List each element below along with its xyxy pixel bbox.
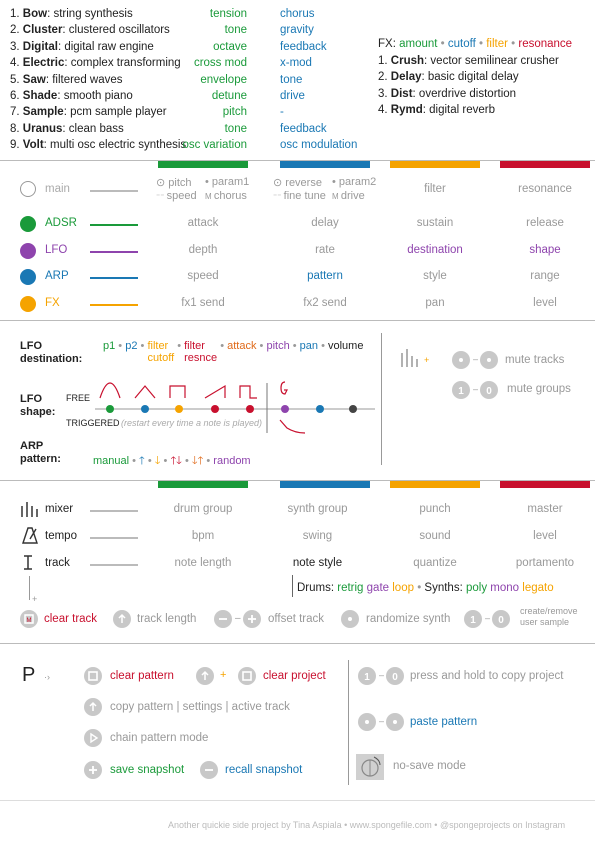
engine-param2: drive bbox=[280, 90, 305, 102]
engine-item: 2. Cluster: clustered oscillators bbox=[10, 24, 170, 37]
mixer-bars-icon bbox=[400, 347, 430, 369]
lfo-destinations: p1 • p2 • filter cutoff • filter resnce • attack • pitch • pan • volume bbox=[103, 340, 364, 364]
blue-color-bar bbox=[280, 161, 370, 168]
param-cell: resonance bbox=[518, 183, 572, 195]
mixer-cell: drum group bbox=[173, 503, 233, 515]
mixer-cell: master bbox=[527, 503, 563, 515]
mixer-icon bbox=[20, 500, 40, 518]
fx-filter: filter bbox=[486, 38, 508, 50]
param-cell: sustain bbox=[416, 217, 454, 229]
engine-item: 9. Volt: multi osc electric synthesis bbox=[10, 139, 187, 152]
arrow-down-icon: 🡓 bbox=[154, 455, 161, 467]
chain-pattern-label: chain pattern mode bbox=[110, 732, 209, 744]
fx-item: 3. Dist: overdrive distortion bbox=[378, 87, 517, 100]
g-wave-icon bbox=[281, 382, 287, 394]
row-button-2[interactable] bbox=[20, 243, 36, 259]
svg-text:1: 1 bbox=[470, 615, 476, 626]
sine-wave-icon bbox=[100, 383, 120, 398]
arrow-down-up-icon: 🡓🡑 bbox=[191, 455, 204, 467]
randomize-button[interactable] bbox=[341, 610, 359, 628]
param-cell: pan bbox=[425, 297, 445, 309]
param-cell: level bbox=[533, 297, 557, 309]
row-line bbox=[90, 251, 138, 253]
fx-item: 1. Crush: vector semilinear crusher bbox=[378, 55, 559, 67]
param-cell: range bbox=[530, 270, 560, 282]
engine-param2: gravity bbox=[280, 24, 314, 37]
square-wave-icon bbox=[170, 386, 185, 398]
engine-param1: tension bbox=[209, 8, 247, 20]
mute-groups-text: mute groups bbox=[507, 383, 571, 395]
mixer-cell: note style bbox=[292, 557, 343, 569]
no-save-knob-icon[interactable] bbox=[356, 754, 384, 780]
track-length-label: track length bbox=[137, 613, 197, 625]
clear-track-label: clear track bbox=[44, 613, 98, 625]
lfo-shape-label: LFO shape: bbox=[20, 393, 56, 418]
param-cell: rate bbox=[315, 244, 335, 256]
recall-snapshot-button[interactable] bbox=[200, 761, 218, 779]
row-label: ARP bbox=[45, 270, 69, 282]
clear-pattern-button[interactable] bbox=[84, 667, 102, 685]
param-cell: pattern bbox=[307, 270, 343, 282]
no-save-label: no-save mode bbox=[393, 760, 466, 772]
up-button[interactable] bbox=[196, 667, 214, 685]
mixer-cell: bpm bbox=[191, 530, 215, 542]
engine-param1: octave bbox=[213, 40, 247, 53]
engine-item: 1. Bow: string synthesis bbox=[10, 8, 133, 20]
metronome-icon bbox=[20, 525, 40, 545]
svg-text:1: 1 bbox=[458, 386, 464, 397]
track-cursor-icon bbox=[20, 554, 40, 572]
svg-text:0: 0 bbox=[498, 615, 504, 626]
paste-pattern-label: paste pattern bbox=[410, 716, 478, 728]
divider bbox=[0, 643, 595, 644]
param-cell: filter bbox=[424, 183, 446, 195]
engine-param2: tone bbox=[280, 73, 303, 86]
button-b[interactable] bbox=[386, 713, 404, 731]
clear-pattern-label: clear pattern bbox=[110, 670, 174, 682]
green-color-bar bbox=[158, 481, 248, 488]
saw-wave-icon bbox=[205, 386, 225, 398]
minus-button[interactable] bbox=[214, 610, 232, 628]
main-label: main bbox=[45, 183, 70, 195]
param-cell: destination bbox=[407, 244, 463, 256]
engine-param1: pitch bbox=[222, 106, 247, 119]
mixer-cell: synth group bbox=[287, 503, 348, 515]
knob-icon: ⊙ bbox=[273, 177, 286, 189]
engine-param1: tone bbox=[224, 24, 247, 37]
row-line bbox=[90, 277, 138, 279]
engine-param1: tone bbox=[224, 122, 247, 135]
randomize-synth-label: randomize synth bbox=[366, 613, 451, 625]
param-cell: style bbox=[423, 270, 447, 282]
press-hold-label: press and hold to copy project bbox=[410, 670, 564, 682]
triggered-label: TRIGGERED bbox=[66, 418, 120, 428]
pattern-p-label: P bbox=[22, 664, 36, 686]
copy-pattern-button[interactable] bbox=[84, 698, 102, 716]
param-cell: delay bbox=[311, 217, 339, 229]
mixer-row-line bbox=[90, 537, 138, 539]
dot-icon: • bbox=[332, 176, 339, 188]
row-line bbox=[90, 224, 138, 226]
mixer-row-line bbox=[90, 564, 138, 566]
fx-item: 4. Rymd: digital reverb bbox=[378, 104, 495, 117]
vertical-divider bbox=[348, 660, 349, 785]
save-snapshot-button[interactable] bbox=[84, 761, 102, 779]
button-0[interactable] bbox=[386, 667, 404, 685]
svg-text:M: M bbox=[26, 618, 32, 624]
row-label: FX bbox=[45, 297, 60, 309]
track-length-button[interactable] bbox=[113, 610, 131, 628]
engine-item: 3. Digital: digital raw engine bbox=[10, 40, 154, 53]
row-button-3[interactable] bbox=[20, 269, 36, 285]
arp-patterns: manual • 🡑 • 🡓 • 🡑🡓 • 🡓🡑 • random bbox=[93, 455, 251, 467]
param-cell: depth bbox=[188, 244, 218, 256]
param-cell: release bbox=[526, 217, 564, 229]
triangle-wave-icon bbox=[135, 386, 155, 398]
param-cell: fx1 send bbox=[181, 297, 225, 309]
arrow-up-down-icon: 🡑🡓 bbox=[170, 455, 182, 467]
note-style-bracket bbox=[292, 575, 293, 597]
button-a[interactable] bbox=[452, 351, 470, 369]
button-1[interactable] bbox=[358, 667, 376, 685]
clear-project-label: clear project bbox=[263, 670, 326, 682]
decay-wave-icon bbox=[280, 420, 305, 433]
mixer-cell: level bbox=[533, 530, 557, 542]
chain-pattern-button[interactable] bbox=[84, 729, 102, 747]
param-cell: fx2 send bbox=[303, 297, 347, 309]
copy-pattern-label: copy pattern | settings | active track bbox=[110, 701, 290, 713]
orange-color-bar bbox=[390, 481, 480, 488]
m-icon: M bbox=[332, 192, 341, 201]
triggered-note: (restart every time a note is played) bbox=[121, 418, 263, 428]
param-cell: attack bbox=[187, 217, 219, 229]
pulse-wave-icon bbox=[240, 386, 257, 398]
mixer-cell: note length bbox=[174, 557, 232, 569]
row-line bbox=[90, 304, 138, 306]
note-styles: Drums: retrig gate loop • Synths: poly mono legato bbox=[297, 582, 554, 594]
param-cell: speed bbox=[187, 270, 219, 282]
engine-item: 5. Saw: filtered waves bbox=[10, 73, 123, 86]
clear-project-button[interactable] bbox=[238, 667, 256, 685]
arrow-icon: ·› bbox=[44, 672, 50, 682]
button-0[interactable] bbox=[480, 381, 498, 399]
red-color-bar bbox=[500, 161, 590, 168]
button-a[interactable] bbox=[358, 713, 376, 731]
mixer-row-label: mixer bbox=[45, 503, 74, 515]
free-label: FREE bbox=[66, 393, 91, 403]
row-button-1[interactable] bbox=[20, 216, 36, 232]
row-button-4[interactable] bbox=[20, 296, 36, 312]
divider bbox=[0, 320, 595, 321]
engine-item: 8. Uranus: clean bass bbox=[10, 122, 124, 135]
mixer-cell: quantize bbox=[413, 557, 457, 569]
save-snapshot-label: save snapshot bbox=[110, 764, 185, 776]
engine-param2: feedback bbox=[280, 40, 327, 53]
orange-color-bar bbox=[390, 161, 480, 168]
m-icon: M bbox=[205, 192, 214, 201]
fx-resonance: resonance bbox=[518, 38, 573, 50]
offset-track-label: offset track bbox=[268, 613, 325, 625]
svg-text:0: 0 bbox=[392, 672, 398, 683]
mixer-row-label: track bbox=[45, 557, 70, 569]
blue-color-bar bbox=[280, 481, 370, 488]
fx-amount: amount bbox=[399, 38, 438, 50]
mixer-cell: punch bbox=[419, 503, 451, 515]
engine-item: 7. Sample: pcm sample player bbox=[10, 106, 167, 119]
knob-icon: ⊙ bbox=[156, 177, 169, 189]
divider bbox=[0, 800, 595, 801]
engine-param1: cross mod bbox=[193, 57, 247, 70]
dot-icon: • bbox=[205, 176, 212, 188]
green-color-bar bbox=[158, 161, 248, 168]
button-1[interactable] bbox=[464, 610, 482, 628]
footer-credit: Another quickie side project by Tina Aspiala • www.spongefile.com • @spongeprojects on Instagram bbox=[168, 820, 566, 830]
fx-cutoff: cutoff bbox=[447, 38, 476, 50]
lfo-destination-label: LFO destination: bbox=[20, 340, 83, 365]
fx-header: FX: amount • cutoff • filter • resonance bbox=[378, 38, 573, 50]
engine-param2: chorus bbox=[280, 8, 315, 20]
vertical-divider bbox=[381, 333, 382, 465]
engine-param1: envelope bbox=[200, 73, 247, 86]
main-button[interactable] bbox=[20, 181, 36, 197]
plus-button[interactable] bbox=[243, 610, 261, 628]
engine-param2: feedback bbox=[280, 122, 327, 135]
lfo-shape-diagram bbox=[95, 378, 380, 438]
arp-pattern-label: ARP pattern: bbox=[20, 440, 61, 465]
shift-icon: ⁻⁻ bbox=[156, 192, 167, 201]
button-1[interactable] bbox=[452, 381, 470, 399]
create-remove-label: create/remove user sample bbox=[520, 606, 578, 627]
arrow-up-icon: 🡑 bbox=[139, 455, 145, 467]
fx-item: 2. Delay: basic digital delay bbox=[378, 71, 519, 84]
mixer-row-label: tempo bbox=[45, 530, 77, 542]
shift-icon: ⁻⁻ bbox=[273, 192, 284, 201]
row-label: LFO bbox=[45, 244, 68, 256]
row-label: ADSR bbox=[45, 217, 77, 229]
svg-text:0: 0 bbox=[486, 386, 492, 397]
param-cell: shape bbox=[529, 244, 561, 256]
button-b[interactable] bbox=[480, 351, 498, 369]
engine-item: 6. Shade: smooth piano bbox=[10, 90, 133, 102]
mixer-cell: swing bbox=[302, 530, 333, 542]
engine-param2: x-mod bbox=[280, 57, 312, 70]
mixer-cell: sound bbox=[419, 530, 451, 542]
button-0[interactable] bbox=[492, 610, 510, 628]
track-bracket bbox=[29, 576, 30, 600]
red-color-bar bbox=[500, 481, 590, 488]
engine-param2: - bbox=[280, 106, 284, 119]
engine-param2: osc modulation bbox=[280, 139, 358, 152]
recall-snapshot-label: recall snapshot bbox=[225, 764, 303, 776]
clear-track-button[interactable] bbox=[20, 610, 38, 628]
engine-param1: osc variation bbox=[182, 139, 247, 152]
mute-tracks-text: mute tracks bbox=[505, 354, 565, 366]
svg-text:1: 1 bbox=[364, 672, 370, 683]
engine-item: 4. Electric: complex transforming bbox=[10, 57, 181, 70]
main-line bbox=[90, 190, 138, 192]
engine-param1: detune bbox=[211, 90, 247, 102]
svg-text:+: + bbox=[424, 355, 430, 365]
mixer-row-line bbox=[90, 510, 138, 512]
mixer-cell: portamento bbox=[515, 557, 575, 569]
